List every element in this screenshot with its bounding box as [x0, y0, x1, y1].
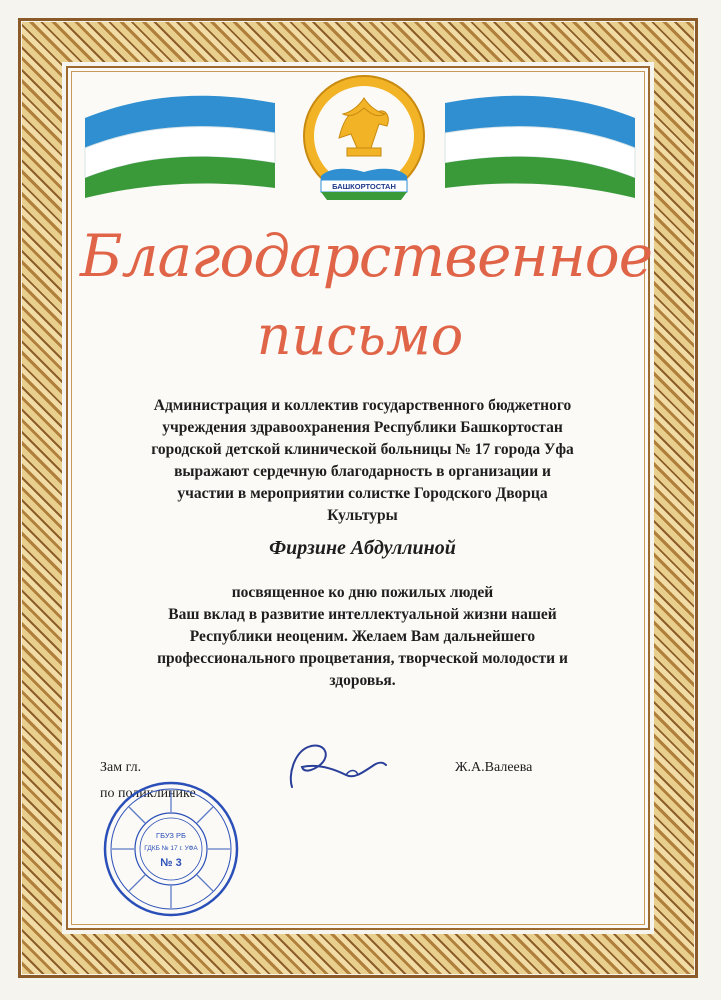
body-line: Администрация и коллектив государственного бюджетного: [153, 397, 572, 414]
stamp-text-line: ГБУЗ РБ: [156, 831, 186, 840]
body-line: выражают сердечную благодарность в организации и: [174, 463, 551, 480]
republic-emblem-icon: [291, 68, 437, 214]
official-stamp: [100, 778, 242, 920]
signatory-position-line-2: по поликлинике: [100, 786, 196, 801]
stamp-text-line: ГДКБ № 17 г. УФА: [144, 845, 198, 852]
wishes-line: профессионального процветания, творческой молодости и: [157, 650, 568, 667]
emblem-label: БАШКОРТОСТАН: [332, 182, 396, 191]
handwritten-signature: [280, 735, 390, 795]
signatory-name: Ж.А.Валеева: [455, 760, 533, 775]
body-line: Культуры: [327, 507, 398, 524]
signatory-position-line-1: Зам гл.: [100, 760, 142, 775]
stamp-number: № 3: [160, 857, 182, 869]
title-line-2: письмо: [256, 304, 464, 367]
recipient-name: Фирзине Абдуллиной: [269, 537, 456, 559]
certificate-title: [80, 200, 653, 380]
body-line: учреждения здравоохранения Республики Башкортостан: [162, 419, 563, 436]
body-line: участии в мероприятии солистке Городского Дворца: [177, 485, 548, 502]
wishes-line: Ваш вклад в развитие интеллектуальной жизни нашей: [168, 606, 557, 623]
wishes-line: Республики неоценим. Желаем Вам дальнейшего: [189, 628, 536, 645]
wishes-line: здоровья.: [329, 672, 396, 689]
wishes-line: посвященное ко дню пожилых людей: [231, 584, 494, 601]
wishes-text: [90, 582, 635, 692]
gratitude-text: [90, 395, 635, 527]
title-line-1: Благодарственное: [80, 222, 653, 290]
body-line: городской детской клинической больницы № 17 города Уфа: [151, 441, 574, 458]
